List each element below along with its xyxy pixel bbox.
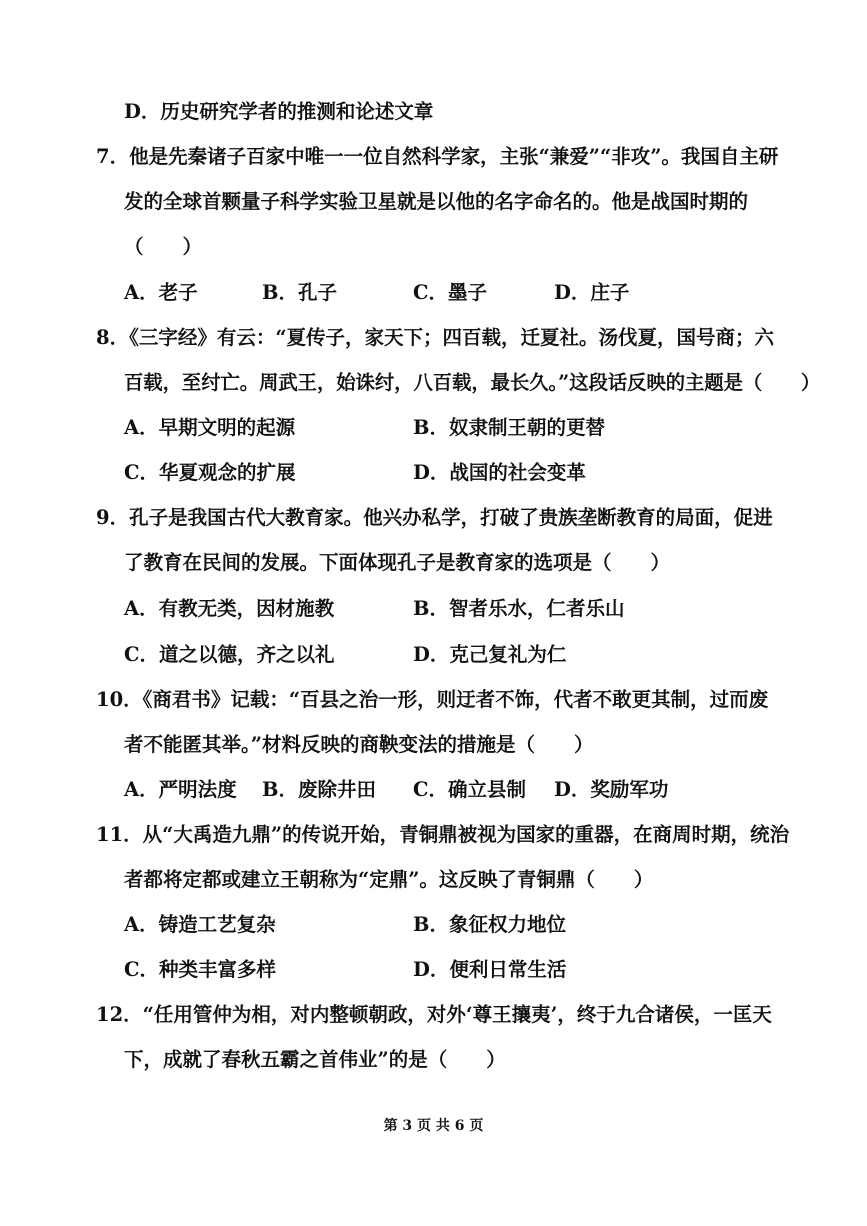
q10-option-d: D．奖励军功: [554, 778, 669, 801]
q7-option-b: B．孔子: [262, 281, 337, 304]
q11-option-a: A．铸造工艺复杂: [124, 913, 276, 936]
q10-option-c: C．确立县制: [413, 778, 527, 801]
q8-option-c: C．华夏观念的扩展: [124, 461, 296, 484]
q8-text-line-2: 百载，至纣亡。周武王，始诛纣，八百载，最长久。”这段话反映的主题是（ ）: [124, 371, 821, 394]
q11-option-c: C．种类丰富多样: [124, 958, 277, 981]
q9-option-c: C．道之以德，齐之以礼: [124, 643, 335, 666]
q6-option-d: D．历史研究学者的推测和论述文章: [124, 100, 434, 123]
q11-option-d: D．便利日常生活: [413, 958, 567, 981]
q8-text-line-1: 8．《三字经》有云：“夏传子，家天下；四百载，迁夏社。汤伐夏，国号商；六: [96, 326, 775, 349]
q9-option-a: A．有教无类，因材施教: [124, 597, 335, 620]
q9-text-line-1: 9．孔子是我国古代大教育家。他兴办私学，打破了贵族垄断教育的局面，促进: [96, 506, 773, 529]
q10-option-b: B．废除井田: [262, 778, 376, 801]
q7-answer-bracket: （ ）: [124, 235, 203, 258]
q8-option-b: B．奴隶制王朝的更替: [413, 416, 605, 439]
page-number-footer: 第 3 页 共 6 页: [383, 1118, 484, 1134]
q10-option-a: A．严明法度: [124, 778, 237, 801]
q7-text-line-1: 7．他是先秦诸子百家中唯一一位自然科学家，主张“兼爱”“非攻”。我国自主研: [96, 145, 779, 168]
q12-text-line-2: 下，成就了春秋五霸之首伟业”的是（ ）: [124, 1048, 506, 1071]
q8-option-a: A．早期文明的起源: [124, 416, 296, 439]
q9-option-b: B．智者乐水，仁者乐山: [413, 597, 625, 620]
q12-text-line-1: 12．“任用管仲为相，对内整顿朝政，对外‘尊王攘夷’，终于九合诸侯，一匡天: [96, 1003, 772, 1026]
q10-text-line-1: 10．《商君书》记载：“百县之治一形，则迂者不饰，代者不敢更其制，过而废: [96, 688, 769, 711]
q11-text-line-1: 11．从“大禹造九鼎”的传说开始，青铜鼎被视为国家的重器，在商周时期，统治: [96, 823, 790, 846]
q7-option-a: A．老子: [124, 281, 198, 304]
q10-text-line-2: 者不能匿其举。”材料反映的商鞅变法的措施是（ ）: [124, 733, 594, 756]
q9-option-d: D．克己复礼为仁: [413, 643, 567, 666]
q8-option-d: D．战国的社会变革: [413, 461, 586, 484]
q7-text-line-2: 发的全球首颗量子科学实验卫星就是以他的名字命名的。他是战国时期的: [124, 190, 749, 213]
q7-option-c: C．墨子: [413, 281, 488, 304]
q11-text-line-2: 者都将定都或建立王朝称为“定鼎”。这反映了青铜鼎（ ）: [124, 868, 654, 891]
q9-text-line-2: 了教育在民间的发展。下面体现孔子是教育家的选项是（ ）: [124, 551, 671, 574]
q7-option-d: D．庄子: [554, 281, 630, 304]
q11-option-b: B．象征权力地位: [413, 913, 566, 936]
